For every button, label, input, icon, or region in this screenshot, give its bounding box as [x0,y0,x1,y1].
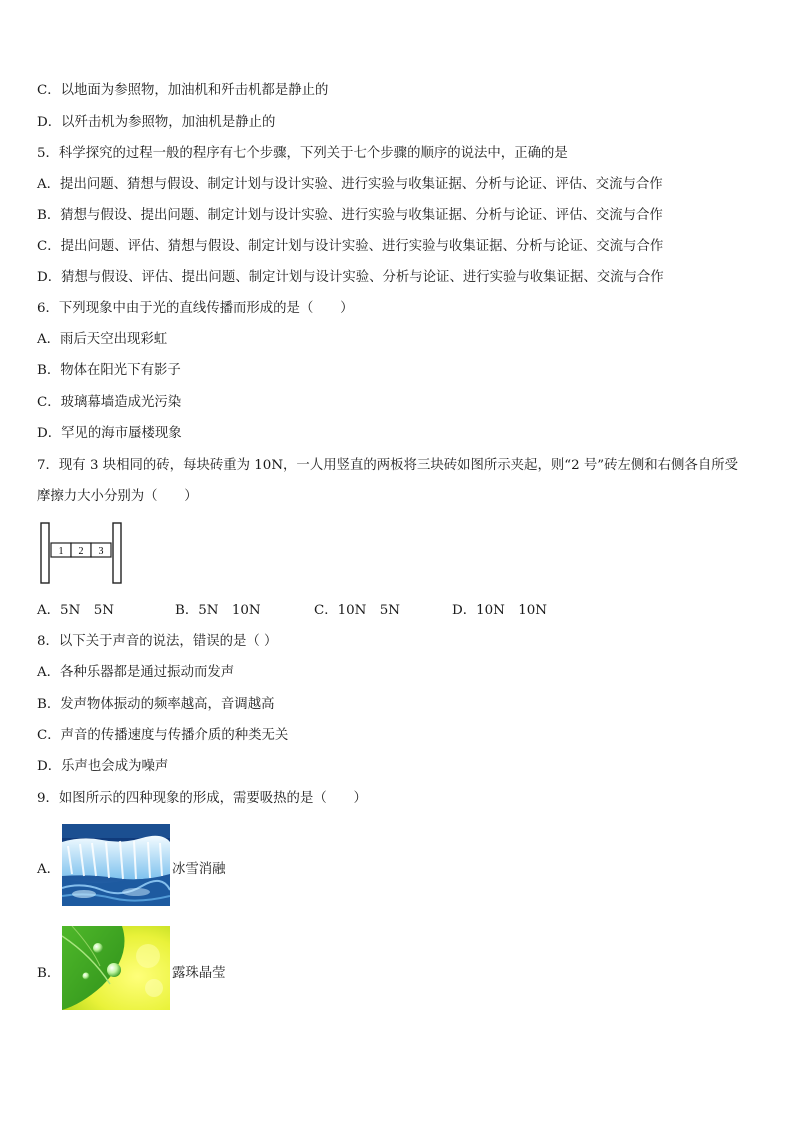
q5-option-c: C．提出问题、评估、猜想与假设、制定计划与设计实验、进行实验与收集证据、分析与论证、交流与合作 [37,239,664,254]
q9-question: 9．如图所示的四种现象的形成，需要吸热的是（ ） [37,791,367,806]
q5-option-d: D．猜想与假设、评估、提出问题、制定计划与设计实验、分析与论证、进行实验与收集证据、交流与合作 [37,270,664,285]
green-leaf-dew-photo [62,926,170,1010]
q9-option-a-label: A． [37,862,61,877]
q7-question: 7．现有 3 块相同的砖，每块砖重为 10N，一人用竖直的两板将三块砖如图所示夹起，则“2 号”砖左侧和右侧各自所受 [37,458,738,473]
q9-option-b-label: B． [37,966,61,981]
q8-question: 8．以下关于声音的说法，错误的是（ ） [37,634,278,649]
q5-option-a: A．提出问题、猜想与假设、制定计划与设计实验、进行实验与收集证据、分析与论证、评估、交流与合作 [37,177,663,192]
brick-1-label: 1 [58,546,64,557]
right-board [113,523,121,583]
q8-option-c: C．声音的传播速度与传播介质的种类无关 [37,728,289,743]
q5-question: 5．科学探究的过程一般的程序有七个步骤，下列关于七个步骤的顺序的说法中，正确的是 [37,146,568,161]
bricks-clamp-figure [40,522,122,584]
q7-question-cont: 摩擦力大小分别为（ ） [37,489,198,504]
q6-option-a: A．雨后天空出现彩虹 [37,332,168,347]
q5-option-b: B．猜想与假设、提出问题、制定计划与设计实验、进行实验与收集证据、分析与论证、评估、交流与合作 [37,208,663,223]
brick-2-label: 2 [78,546,84,557]
q8-option-b: B．发声物体振动的频率越高，音调越高 [37,697,275,712]
q4-option-c: C．以地面为参照物，加油机和歼击机都是静止的 [37,83,329,98]
brick-3-label: 3 [98,546,104,557]
q7-option-d: D．10N 10N [452,603,548,618]
q7-option-a: A．5N 5N [37,603,114,618]
q9-option-a-caption: 冰雪消融 [172,862,226,877]
q8-option-a: A．各种乐器都是通过振动而发声 [37,665,235,680]
q6-option-c: C．玻璃幕墙造成光污染 [37,395,182,410]
q9-option-b-caption: 露珠晶莹 [172,966,226,981]
q6-question: 6．下列现象中由于光的直线传播而形成的是（ ） [37,301,354,316]
waterfall-ice-photo [62,824,170,906]
q8-option-d: D．乐声也会成为噪声 [37,759,169,774]
q6-option-b: B．物体在阳光下有影子 [37,363,181,378]
q7-option-b: B．5N 10N [175,603,261,618]
q7-option-c: C．10N 5N [314,603,401,618]
q4-option-d: D．以歼击机为参照物，加油机是静止的 [37,115,276,130]
left-board [41,523,49,583]
q6-option-d: D．罕见的海市蜃楼现象 [37,426,182,441]
